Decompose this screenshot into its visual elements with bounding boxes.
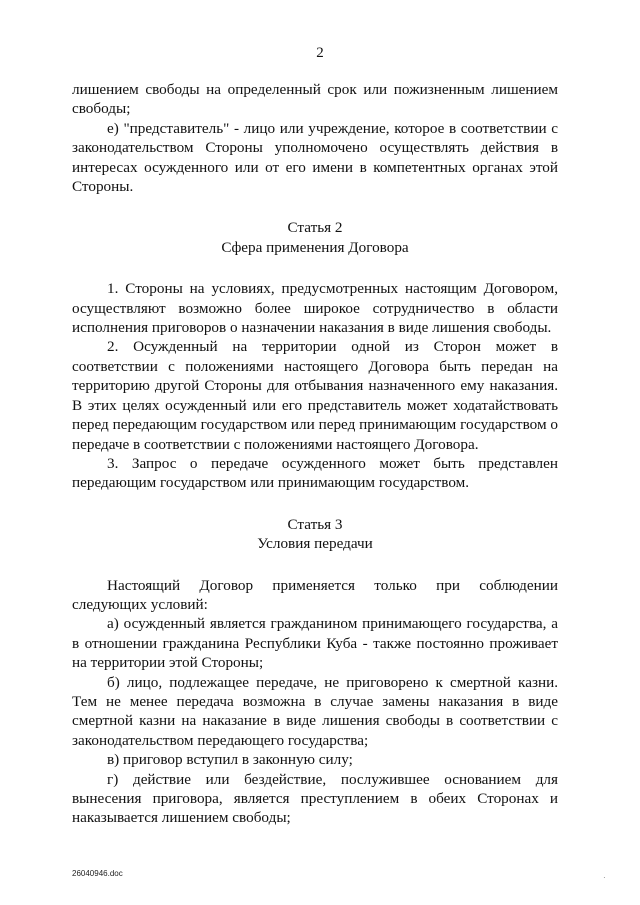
article-3-paragraph-3: б) лицо, подлежащее передаче, не приговорено к смертной казни. Тем не менее передача возможна в случае замены наказания в виде смертной казни на наказание в виде лишения свободы в соответствии с законодательством передающего государства;: [72, 673, 558, 749]
article-2-paragraph-3: 3. Запрос о передаче осужденного может быть представлен передающим государством или принимающим государством.: [72, 454, 558, 492]
article-3-title: Условия передачи: [257, 535, 373, 553]
intro-paragraph-1: лишением свободы на определенный срок или пожизненным лишением свободы;: [72, 81, 558, 118]
article-2-paragraph-2: 2. Осужденный на территории одной из Сторон может в соответствии с положениями настоящего Договора быть передан на территорию другой Стороны для отбывания назначенного ему наказания. В этих целях осужденный или его представитель может ходатайствовать перед передающим государством или перед принимающим государством о передаче в соответствии с положениями настоящего Договора.: [72, 338, 558, 453]
article-2-title: Сфера применения Договора: [221, 238, 409, 256]
spacer: [72, 257, 558, 279]
article-2-number: Статья 2: [287, 219, 343, 237]
article-3-paragraph-2: а) осужденный является гражданином принимающего государства, а в отношении гражданина Республики Куба - также постоянно проживает на территории этой Стороны;: [72, 615, 558, 672]
spacer: [72, 493, 558, 515]
article-3-paragraph-1: Настоящий Договор применяется только при соблюдении следующих условий:: [72, 576, 558, 613]
article-2-heading: [72, 218, 558, 257]
document-file-code: 26040946.doc: [72, 869, 123, 878]
article-3-heading: [72, 515, 558, 554]
article-2-paragraph-1: 1. Стороны на условиях, предусмотренных настоящим Договором, осуществляют возможно более широкое сотрудничество в области исполнения приговоров о назначении наказания в виде лишения свободы.: [72, 280, 558, 337]
spacer: [72, 196, 558, 218]
margin-mark: ·: [603, 873, 606, 882]
article-3-paragraph-4: в) приговор вступил в законную силу;: [107, 751, 353, 769]
intro-paragraph-2: е) "представитель" - лицо или учреждение, которое в соответствии с законодательством Стороны уполномочено осуществлять действия в интересах осужденного или от его имени в компетентных органах этой Стороны.: [72, 119, 558, 196]
page-number: 2: [316, 45, 324, 61]
spacer: [72, 554, 558, 576]
article-3-number: Статья 3: [287, 515, 343, 533]
article-3-paragraph-5: г) действие или бездействие, послужившее основанием для вынесения приговора, является преступлением в обеих Сторонах и наказывается лишением свободы;: [72, 770, 558, 827]
document-body: [72, 80, 558, 828]
